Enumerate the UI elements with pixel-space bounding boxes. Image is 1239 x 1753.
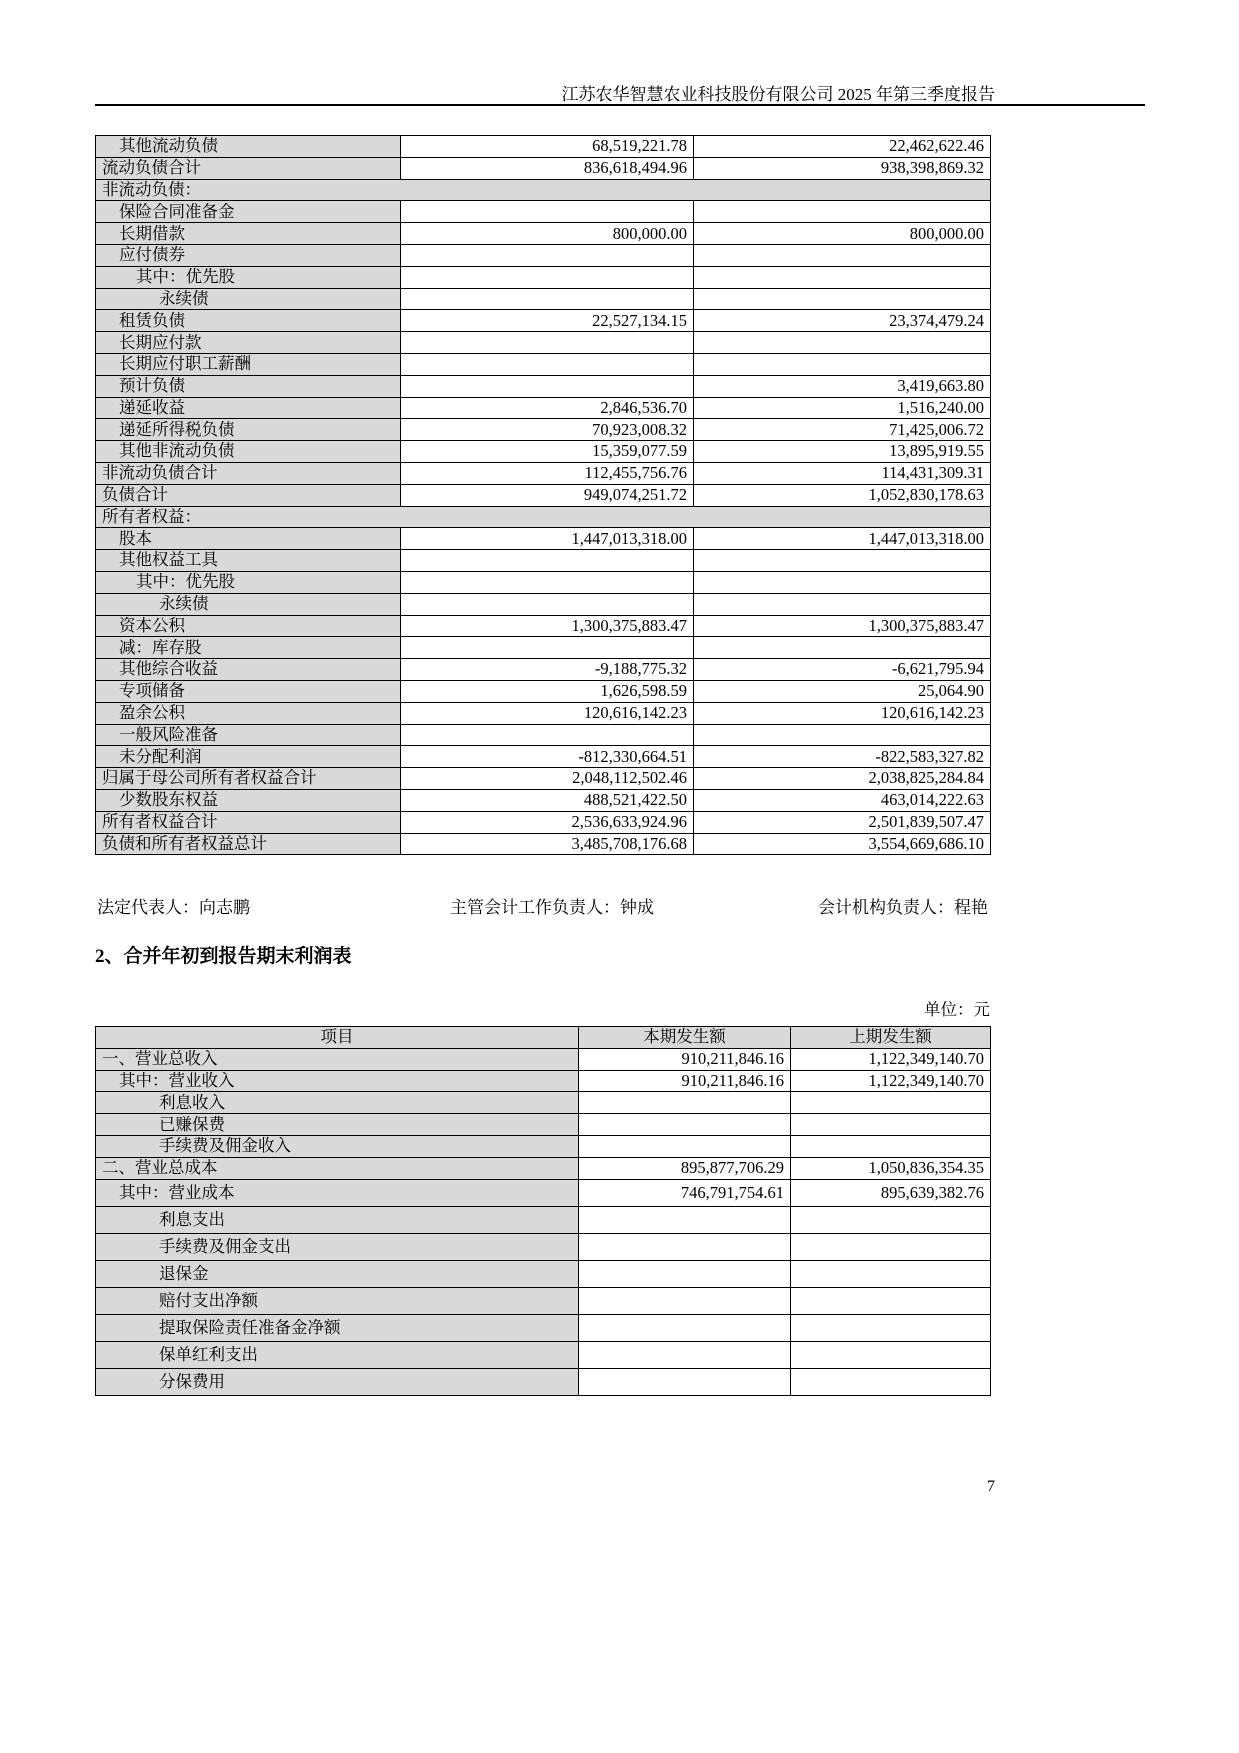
- current-period-value: [401, 637, 694, 659]
- prior-period-value: 114,431,309.31: [694, 462, 991, 484]
- row-label: 专项储备: [96, 680, 401, 702]
- table-row: [96, 157, 991, 179]
- prior-period-value: 938,398,869.32: [694, 157, 991, 179]
- current-period-value: 746,791,754.61: [579, 1179, 791, 1206]
- prior-period-value: [791, 1114, 991, 1136]
- table-row: [96, 550, 991, 572]
- row-label: 其他综合收益: [96, 659, 401, 681]
- table-row: [96, 746, 991, 768]
- prior-period-value: 1,300,375,883.47: [694, 615, 991, 637]
- row-label: 股本: [96, 528, 401, 550]
- column-header-item: 项目: [96, 1027, 579, 1049]
- table-row: [96, 1114, 991, 1136]
- row-label: 预计负债: [96, 375, 401, 397]
- unit-label: 单位：元: [924, 1000, 990, 1019]
- current-period-value: 1,626,598.59: [401, 680, 694, 702]
- row-label: 非流动负债合计: [96, 462, 401, 484]
- current-period-value: 2,536,633,924.96: [401, 811, 694, 833]
- table-row: [96, 1206, 991, 1233]
- table-row: [96, 637, 991, 659]
- row-label: 租赁负债: [96, 310, 401, 332]
- legal-representative-label: 法定代表人：向志鹏: [97, 898, 250, 917]
- row-label: 资本公积: [96, 615, 401, 637]
- table-row: [96, 223, 991, 245]
- prior-period-value: [694, 201, 991, 223]
- row-label: 其他权益工具: [96, 550, 401, 572]
- table-row: [96, 484, 991, 506]
- column-header-current-period: 本期发生额: [579, 1027, 791, 1049]
- table-row: [96, 179, 991, 201]
- prior-period-value: [791, 1135, 991, 1157]
- current-period-value: 70,923,008.32: [401, 419, 694, 441]
- current-period-value: [401, 593, 694, 615]
- current-period-value: [579, 1114, 791, 1136]
- prior-period-value: 23,374,479.24: [694, 310, 991, 332]
- table-row: [96, 136, 991, 158]
- prior-period-value: 463,014,222.63: [694, 789, 991, 811]
- current-period-value: 1,447,013,318.00: [401, 528, 694, 550]
- table-row: [96, 1048, 991, 1070]
- table-row: [96, 332, 991, 354]
- current-period-value: [401, 353, 694, 375]
- row-label: 保单红利支出: [96, 1341, 579, 1368]
- prior-period-value: 2,501,839,507.47: [694, 811, 991, 833]
- current-period-value: 1,300,375,883.47: [401, 615, 694, 637]
- current-period-value: [579, 1368, 791, 1395]
- table-row: [96, 680, 991, 702]
- balance-sheet-table: [95, 135, 991, 855]
- row-label: 其他流动负债: [96, 136, 401, 158]
- row-label: 其中：优先股: [96, 266, 401, 288]
- prior-period-value: [694, 266, 991, 288]
- row-label: 其他非流动负债: [96, 441, 401, 463]
- prior-period-value: [791, 1233, 991, 1260]
- row-label: 减：库存股: [96, 637, 401, 659]
- accounting-department-head-label: 会计机构负责人：程艳: [818, 898, 988, 917]
- row-label: 提取保险责任准备金净额: [96, 1314, 579, 1341]
- column-header-prior-period: 上期发生额: [791, 1027, 991, 1049]
- current-period-value: [401, 375, 694, 397]
- prior-period-value: -822,583,327.82: [694, 746, 991, 768]
- table-row: [96, 571, 991, 593]
- prior-period-value: 13,895,919.55: [694, 441, 991, 463]
- current-period-value: [579, 1260, 791, 1287]
- table-row: [96, 724, 991, 746]
- prior-period-value: [791, 1368, 991, 1395]
- current-period-value: 112,455,756.76: [401, 462, 694, 484]
- table-row: [96, 441, 991, 463]
- row-label: 保险合同准备金: [96, 201, 401, 223]
- row-label: 所有者权益合计: [96, 811, 401, 833]
- row-label: 一、营业总收入: [96, 1048, 579, 1070]
- table-row: [96, 244, 991, 266]
- table-row: [96, 506, 991, 528]
- table-row: [96, 1341, 991, 1368]
- table-row: [96, 397, 991, 419]
- table-row: [96, 768, 991, 790]
- table-row: [96, 1233, 991, 1260]
- table-row: [96, 375, 991, 397]
- prior-period-value: [694, 332, 991, 354]
- prior-period-value: [791, 1260, 991, 1287]
- section-row-label: 非流动负债：: [96, 179, 991, 201]
- prior-period-value: [694, 550, 991, 572]
- current-period-value: 895,877,706.29: [579, 1157, 791, 1179]
- table-row: [96, 702, 991, 724]
- table-row: [96, 789, 991, 811]
- current-period-value: [401, 266, 694, 288]
- prior-period-value: [791, 1287, 991, 1314]
- table-row: [96, 288, 991, 310]
- prior-period-value: 25,064.90: [694, 680, 991, 702]
- table-row: [96, 1157, 991, 1179]
- row-label: 永续债: [96, 288, 401, 310]
- report-header-title: 江苏农华智慧农业科技股份有限公司 2025 年第三季度报告: [561, 85, 995, 104]
- row-label: 二、营业总成本: [96, 1157, 579, 1179]
- prior-period-value: [694, 637, 991, 659]
- current-period-value: -812,330,664.51: [401, 746, 694, 768]
- prior-period-value: 120,616,142.23: [694, 702, 991, 724]
- row-label: 手续费及佣金收入: [96, 1135, 579, 1157]
- chief-accounting-officer-label: 主管会计工作负责人：钟成: [450, 898, 654, 917]
- prior-period-value: 1,122,349,140.70: [791, 1070, 991, 1092]
- prior-period-value: -6,621,795.94: [694, 659, 991, 681]
- row-label: 已赚保费: [96, 1114, 579, 1136]
- current-period-value: [401, 332, 694, 354]
- row-label: 其中：营业成本: [96, 1179, 579, 1206]
- current-period-value: 910,211,846.16: [579, 1070, 791, 1092]
- income-statement-section-title: 2、合并年初到报告期末利润表: [95, 946, 352, 967]
- current-period-value: [579, 1314, 791, 1341]
- current-period-value: 22,527,134.15: [401, 310, 694, 332]
- current-period-value: [401, 571, 694, 593]
- row-label: 递延收益: [96, 397, 401, 419]
- row-label: 利息收入: [96, 1092, 579, 1114]
- table-row: [96, 659, 991, 681]
- row-label: 负债合计: [96, 484, 401, 506]
- table-row: [96, 266, 991, 288]
- prior-period-value: [694, 593, 991, 615]
- current-period-value: 910,211,846.16: [579, 1048, 791, 1070]
- table-row: [96, 1092, 991, 1114]
- row-label: 应付债券: [96, 244, 401, 266]
- current-period-value: [579, 1287, 791, 1314]
- current-period-value: 15,359,077.59: [401, 441, 694, 463]
- current-period-value: 68,519,221.78: [401, 136, 694, 158]
- prior-period-value: 1,122,349,140.70: [791, 1048, 991, 1070]
- table-row: [96, 201, 991, 223]
- section-row-label: 所有者权益：: [96, 506, 991, 528]
- row-label: 利息支出: [96, 1206, 579, 1233]
- table-row: [96, 1260, 991, 1287]
- signatories-line: [95, 893, 990, 915]
- prior-period-value: [694, 288, 991, 310]
- row-label: 其中：营业收入: [96, 1070, 579, 1092]
- table-header-row: [96, 1027, 991, 1049]
- current-period-value: 488,521,422.50: [401, 789, 694, 811]
- current-period-value: [579, 1233, 791, 1260]
- row-label: 永续债: [96, 593, 401, 615]
- table-row: [96, 833, 991, 855]
- prior-period-value: [791, 1206, 991, 1233]
- table-row: [96, 1314, 991, 1341]
- prior-period-value: 22,462,622.46: [694, 136, 991, 158]
- row-label: 长期应付职工薪酬: [96, 353, 401, 375]
- current-period-value: [401, 244, 694, 266]
- current-period-value: 800,000.00: [401, 223, 694, 245]
- row-label: 少数股东权益: [96, 789, 401, 811]
- current-period-value: [401, 288, 694, 310]
- current-period-value: 120,616,142.23: [401, 702, 694, 724]
- table-row: [96, 462, 991, 484]
- page-number: 7: [987, 1478, 995, 1495]
- row-label: 盈余公积: [96, 702, 401, 724]
- current-period-value: 836,618,494.96: [401, 157, 694, 179]
- prior-period-value: 1,447,013,318.00: [694, 528, 991, 550]
- table-row: [96, 1368, 991, 1395]
- table-row: [96, 811, 991, 833]
- prior-period-value: [694, 571, 991, 593]
- table-row: [96, 1135, 991, 1157]
- row-label: 手续费及佣金支出: [96, 1233, 579, 1260]
- row-label: 长期应付款: [96, 332, 401, 354]
- current-period-value: 949,074,251.72: [401, 484, 694, 506]
- table-row: [96, 353, 991, 375]
- table-row: [96, 419, 991, 441]
- table-row: [96, 615, 991, 637]
- row-label: 负债和所有者权益总计: [96, 833, 401, 855]
- row-label: 未分配利润: [96, 746, 401, 768]
- current-period-value: [401, 724, 694, 746]
- current-period-value: 2,846,536.70: [401, 397, 694, 419]
- current-period-value: [401, 550, 694, 572]
- prior-period-value: 895,639,382.76: [791, 1179, 991, 1206]
- prior-period-value: 3,554,669,686.10: [694, 833, 991, 855]
- prior-period-value: 800,000.00: [694, 223, 991, 245]
- row-label: 递延所得税负债: [96, 419, 401, 441]
- current-period-value: [401, 201, 694, 223]
- current-period-value: 3,485,708,176.68: [401, 833, 694, 855]
- row-label: 长期借款: [96, 223, 401, 245]
- prior-period-value: 3,419,663.80: [694, 375, 991, 397]
- current-period-value: [579, 1092, 791, 1114]
- prior-period-value: [694, 724, 991, 746]
- row-label: 归属于母公司所有者权益合计: [96, 768, 401, 790]
- row-label: 其中：优先股: [96, 571, 401, 593]
- income-statement-table: [95, 1026, 991, 1396]
- current-period-value: [579, 1135, 791, 1157]
- prior-period-value: 71,425,006.72: [694, 419, 991, 441]
- prior-period-value: [791, 1092, 991, 1114]
- row-label: 流动负债合计: [96, 157, 401, 179]
- prior-period-value: [791, 1341, 991, 1368]
- header-divider: [95, 104, 1145, 106]
- row-label: 退保金: [96, 1260, 579, 1287]
- prior-period-value: 1,050,836,354.35: [791, 1157, 991, 1179]
- table-row: [96, 1070, 991, 1092]
- current-period-value: [579, 1206, 791, 1233]
- prior-period-value: [694, 353, 991, 375]
- prior-period-value: 1,516,240.00: [694, 397, 991, 419]
- table-row: [96, 310, 991, 332]
- current-period-value: -9,188,775.32: [401, 659, 694, 681]
- table-row: [96, 1179, 991, 1206]
- table-row: [96, 528, 991, 550]
- table-row: [96, 593, 991, 615]
- prior-period-value: [694, 244, 991, 266]
- current-period-value: 2,048,112,502.46: [401, 768, 694, 790]
- prior-period-value: [791, 1314, 991, 1341]
- row-label: 一般风险准备: [96, 724, 401, 746]
- prior-period-value: 2,038,825,284.84: [694, 768, 991, 790]
- table-row: [96, 1287, 991, 1314]
- prior-period-value: 1,052,830,178.63: [694, 484, 991, 506]
- current-period-value: [579, 1341, 791, 1368]
- row-label: 分保费用: [96, 1368, 579, 1395]
- row-label: 赔付支出净额: [96, 1287, 579, 1314]
